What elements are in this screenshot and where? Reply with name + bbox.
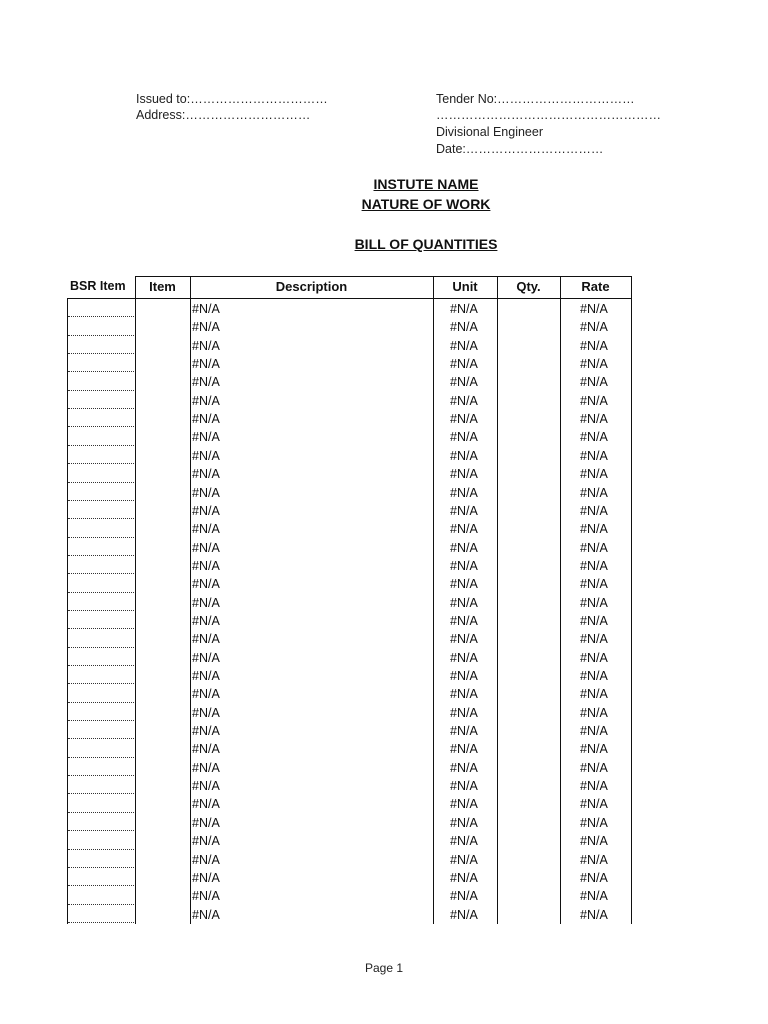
bsr-top-border: [67, 298, 135, 299]
unit-cell: #N/A: [450, 357, 478, 372]
description-cell: #N/A: [192, 797, 220, 812]
description-cell: #N/A: [192, 540, 220, 555]
rate-cell: #N/A: [580, 540, 608, 555]
divisional-engineer-label: Divisional Engineer: [436, 125, 544, 139]
unit-cell: #N/A: [450, 705, 478, 720]
unit-cell: #N/A: [450, 412, 478, 427]
bsr-row-separator: [68, 793, 134, 794]
unit-column-header: Unit: [452, 279, 478, 294]
rate-cell: #N/A: [580, 302, 608, 316]
rate-cell: #N/A: [580, 870, 608, 885]
unit-cell: #N/A: [450, 632, 478, 647]
description-column-header: Description: [275, 279, 348, 294]
description-cell: #N/A: [192, 448, 220, 463]
bsr-row-separator: [68, 757, 134, 758]
unit-cell: #N/A: [450, 430, 478, 445]
bsr-row-separator: [68, 445, 134, 446]
unit-cell: #N/A: [450, 797, 478, 812]
unit-cell: #N/A: [450, 540, 478, 555]
rate-cell: #N/A: [580, 467, 608, 482]
description-left-border: [190, 276, 191, 924]
item-column-header: Item: [149, 279, 176, 294]
rate-right-border: [631, 276, 632, 924]
description-cell: #N/A: [192, 889, 220, 904]
table-header-border: [135, 298, 631, 299]
description-cell: #N/A: [192, 687, 220, 702]
unit-cell: #N/A: [450, 558, 478, 573]
unit-cell: #N/A: [450, 669, 478, 683]
rate-cell: #N/A: [580, 632, 608, 647]
description-cell: #N/A: [192, 852, 220, 867]
description-cell: #N/A: [192, 669, 220, 683]
bsr-row-separator: [68, 830, 134, 831]
unit-cell: #N/A: [450, 448, 478, 463]
unit-cell: #N/A: [450, 834, 478, 849]
bsr-row-separator: [68, 775, 134, 776]
bsr-row-separator: [68, 720, 134, 721]
unit-cell: #N/A: [450, 393, 478, 408]
unit-cell: #N/A: [450, 779, 478, 794]
bsr-row-separator: [68, 371, 134, 372]
bsr-row-separator: [68, 812, 134, 813]
rate-cell: #N/A: [580, 760, 608, 775]
description-cell: #N/A: [192, 558, 220, 573]
rate-cell: #N/A: [580, 834, 608, 849]
description-cell: #N/A: [192, 724, 220, 739]
rate-cell: #N/A: [580, 338, 608, 353]
description-cell: #N/A: [192, 412, 220, 427]
qty-column-header: Qty.: [516, 279, 541, 294]
bsr-row-separator: [68, 353, 134, 354]
unit-cell: #N/A: [450, 687, 478, 702]
unit-cell: #N/A: [450, 338, 478, 353]
rate-cell: #N/A: [580, 797, 608, 812]
unit-cell: #N/A: [450, 485, 478, 500]
rate-cell: #N/A: [580, 357, 608, 372]
bsr-row-separator: [68, 500, 134, 501]
unit-cell: #N/A: [450, 815, 478, 830]
bsr-row-separator: [68, 628, 134, 629]
issued-to-field: Issued to:……………………………: [136, 92, 328, 106]
rate-cell: #N/A: [580, 724, 608, 739]
description-cell: #N/A: [192, 467, 220, 482]
description-cell: #N/A: [192, 779, 220, 794]
rate-cell: #N/A: [580, 687, 608, 702]
description-cell: #N/A: [192, 907, 220, 922]
description-cell: #N/A: [192, 632, 220, 647]
rate-cell: #N/A: [580, 907, 608, 922]
bsr-row-separator: [68, 665, 134, 666]
unit-cell: #N/A: [450, 613, 478, 628]
rate-column-header: Rate: [581, 279, 610, 294]
bsr-row-separator: [68, 316, 134, 317]
institute-name-title: INSTUTE NAME: [373, 176, 479, 192]
rate-cell: #N/A: [580, 705, 608, 720]
description-cell: #N/A: [192, 357, 220, 372]
bsr-row-separator: [68, 904, 134, 905]
description-cell: #N/A: [192, 485, 220, 500]
bsr-row-separator: [68, 426, 134, 427]
bsr-row-separator: [68, 555, 134, 556]
tender-no-field: Tender No:……………………………: [436, 92, 635, 106]
address-field: Address:…………………………: [136, 108, 311, 122]
description-cell: #N/A: [192, 870, 220, 885]
bsr-row-separator: [68, 738, 134, 739]
description-cell: #N/A: [192, 650, 220, 665]
description-cell: #N/A: [192, 595, 220, 610]
rate-cell: #N/A: [580, 448, 608, 463]
description-cell: #N/A: [192, 302, 220, 316]
rate-cell: #N/A: [580, 669, 608, 683]
rate-cell: #N/A: [580, 375, 608, 390]
description-cell: #N/A: [192, 742, 220, 757]
unit-cell: #N/A: [450, 907, 478, 922]
date-field: Date:……………………………: [436, 142, 604, 156]
rate-cell: #N/A: [580, 320, 608, 335]
tender-dotted-line: ………………………………………………: [436, 108, 661, 122]
bsr-row-separator: [68, 647, 134, 648]
bsr-row-separator: [68, 849, 134, 850]
rate-cell: #N/A: [580, 742, 608, 757]
unit-cell: #N/A: [450, 742, 478, 757]
description-cell: #N/A: [192, 522, 220, 537]
description-cell: #N/A: [192, 430, 220, 445]
unit-cell: #N/A: [450, 467, 478, 482]
unit-left-border: [433, 276, 434, 924]
description-cell: #N/A: [192, 815, 220, 830]
unit-cell: #N/A: [450, 852, 478, 867]
description-cell: #N/A: [192, 577, 220, 592]
rate-cell: #N/A: [580, 815, 608, 830]
unit-cell: #N/A: [450, 870, 478, 885]
description-cell: #N/A: [192, 320, 220, 335]
description-cell: #N/A: [192, 834, 220, 849]
rate-left-border: [560, 276, 561, 924]
description-cell: #N/A: [192, 338, 220, 353]
unit-cell: #N/A: [450, 650, 478, 665]
bsr-row-separator: [68, 592, 134, 593]
bsr-row-separator: [68, 408, 134, 409]
bsr-row-separator: [68, 922, 134, 923]
bsr-row-separator: [68, 610, 134, 611]
unit-cell: #N/A: [450, 760, 478, 775]
unit-cell: #N/A: [450, 320, 478, 335]
rate-cell: #N/A: [580, 889, 608, 904]
rate-cell: #N/A: [580, 852, 608, 867]
description-cell: #N/A: [192, 613, 220, 628]
bsr-row-separator: [68, 482, 134, 483]
bsr-row-separator: [68, 683, 134, 684]
rate-cell: #N/A: [580, 613, 608, 628]
unit-cell: #N/A: [450, 522, 478, 537]
rate-cell: #N/A: [580, 779, 608, 794]
unit-cell: #N/A: [450, 375, 478, 390]
bsr-row-separator: [68, 390, 134, 391]
bill-of-quantities-title: BILL OF QUANTITIES: [354, 236, 498, 252]
description-cell: #N/A: [192, 705, 220, 720]
qty-left-border: [497, 276, 498, 924]
bsr-row-separator: [68, 885, 134, 886]
rate-cell: #N/A: [580, 412, 608, 427]
bsr-row-separator: [68, 518, 134, 519]
bsr-row-separator: [68, 463, 134, 464]
bsr-row-separator: [68, 335, 134, 336]
rate-cell: #N/A: [580, 522, 608, 537]
description-cell: #N/A: [192, 760, 220, 775]
rate-cell: #N/A: [580, 393, 608, 408]
unit-cell: #N/A: [450, 889, 478, 904]
bsr-row-separator: [68, 702, 134, 703]
bsr-item-header: BSR Item: [70, 279, 126, 293]
description-cell: #N/A: [192, 375, 220, 390]
rate-cell: #N/A: [580, 430, 608, 445]
unit-cell: #N/A: [450, 503, 478, 518]
bsr-row-separator: [68, 537, 134, 538]
bsr-row-separator: [68, 867, 134, 868]
description-cell: #N/A: [192, 393, 220, 408]
unit-cell: #N/A: [450, 595, 478, 610]
rate-cell: #N/A: [580, 595, 608, 610]
rate-cell: #N/A: [580, 558, 608, 573]
rate-cell: #N/A: [580, 503, 608, 518]
nature-of-work-title: NATURE OF WORK: [361, 196, 491, 212]
table-top-border: [135, 276, 631, 277]
rate-cell: #N/A: [580, 650, 608, 665]
rate-cell: #N/A: [580, 577, 608, 592]
page-number: Page 1: [364, 961, 404, 975]
unit-cell: #N/A: [450, 724, 478, 739]
rate-cell: #N/A: [580, 485, 608, 500]
unit-cell: #N/A: [450, 302, 478, 316]
unit-cell: #N/A: [450, 577, 478, 592]
description-cell: #N/A: [192, 503, 220, 518]
item-left-border: [135, 276, 136, 924]
bsr-row-separator: [68, 573, 134, 574]
